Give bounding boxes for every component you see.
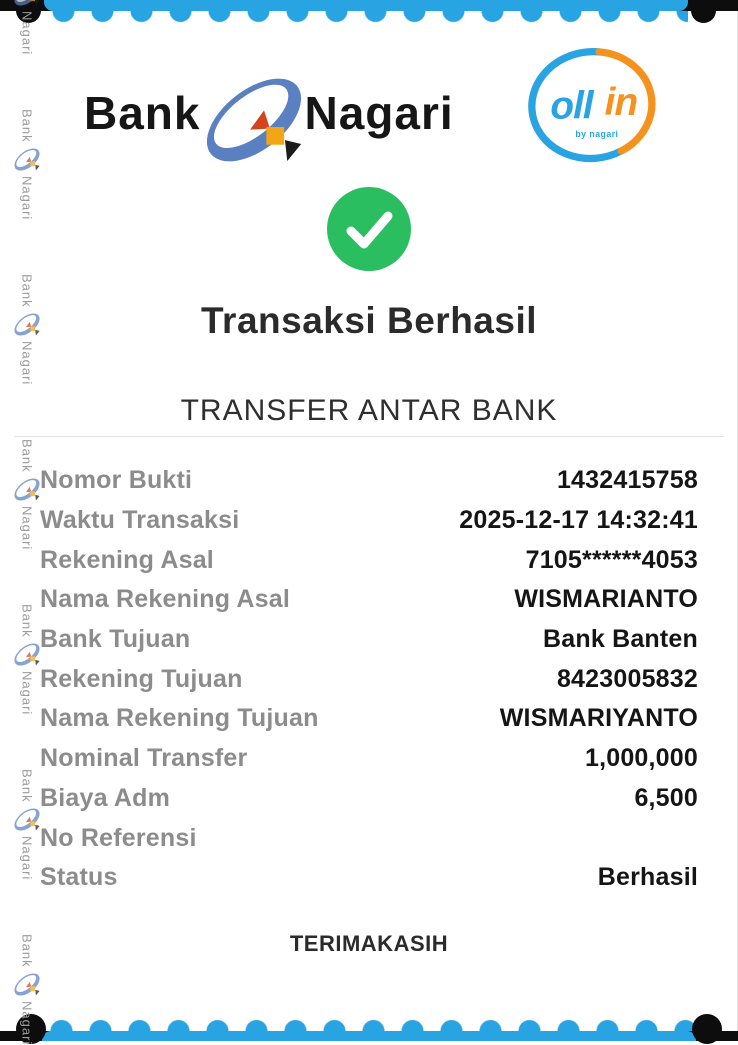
table-row: [40, 620, 698, 660]
bank-nagari-mini-logo-icon: [10, 804, 44, 835]
status-title: Transaksi Berhasil: [200, 300, 538, 341]
bottom-edge-corner-right: [692, 1014, 722, 1044]
table-row: [40, 779, 698, 819]
top-edge-band: [44, 0, 688, 11]
ollin-text-oll: oll: [550, 84, 593, 128]
receipt-details: [40, 461, 698, 898]
row-value: Berhasil: [597, 863, 698, 892]
row-value: 2025-12-17 14:32:41: [459, 506, 698, 535]
watermark-text-nagari: Nagari: [19, 340, 35, 385]
watermark-text-nagari: Nagari: [19, 505, 35, 550]
watermark-text-bank: Bank: [19, 769, 35, 803]
watermark-text-nagari: Nagari: [19, 835, 35, 880]
table-row: [40, 739, 698, 779]
top-edge-corner-right: [691, 0, 716, 23]
table-row: [40, 461, 698, 501]
bank-nagari-mini-logo-icon: [10, 969, 44, 1000]
ollin-logo-icon: [521, 45, 667, 171]
top-edge-scallops: [44, 11, 688, 24]
watermark-text-nagari: Nagari: [19, 10, 35, 55]
bank-nagari-logo: [84, 48, 454, 178]
watermark-text-nagari: Nagari: [19, 670, 35, 715]
row-value: WISMARIANTO: [514, 585, 698, 614]
divider: [14, 436, 724, 437]
row-label: Bank Tujuan: [40, 625, 191, 654]
watermark-text-bank: Bank: [19, 439, 35, 473]
table-row: [40, 659, 698, 699]
watermark-bank-nagari: [4, 109, 50, 220]
row-label: Status: [40, 863, 118, 892]
row-label: Nominal Transfer: [40, 744, 248, 773]
row-value: 7105******4053: [525, 545, 698, 574]
table-row: [40, 580, 698, 620]
row-label: Biaya Adm: [40, 783, 171, 812]
row-value: 6,500: [634, 783, 698, 812]
transaction-type-subtitle: TRANSFER ANTAR BANK: [180, 394, 558, 427]
bottom-edge-scallops: [42, 1018, 696, 1031]
ollin-logo: [521, 45, 667, 176]
ticket-top-edge: [0, 0, 738, 26]
bank-nagari-mini-logo-icon: [10, 639, 44, 670]
thank-you-text: TERIMAKASIH: [289, 931, 449, 956]
row-value: 8423005832: [556, 664, 698, 693]
bank-nagari-logo-text-bank: Bank: [84, 87, 201, 139]
bank-nagari-mini-logo-icon: [10, 144, 44, 175]
watermark-text-bank: Bank: [19, 109, 35, 143]
table-row: [40, 540, 698, 580]
success-check-icon: [327, 187, 411, 271]
row-label: No Referensi: [40, 823, 197, 852]
bottom-edge-band: [42, 1031, 696, 1041]
watermark-text-bank: Bank: [19, 604, 35, 638]
table-row: [40, 699, 698, 739]
table-row: [40, 858, 698, 898]
row-value: 1,000,000: [584, 744, 698, 773]
bank-nagari-mini-logo-icon: [10, 0, 44, 10]
watermark-text-nagari: Nagari: [19, 175, 35, 220]
bank-nagari-mini-logo-icon: [10, 474, 44, 505]
watermark-text-nagari: Nagari: [19, 1000, 35, 1045]
row-label: Nomor Bukti: [40, 466, 193, 495]
watermark-text-bank: Bank: [19, 274, 35, 308]
row-value: 1432415758: [556, 466, 698, 495]
row-label: Nama Rekening Tujuan: [40, 704, 319, 733]
row-value: Bank Banten: [542, 625, 698, 654]
watermark-bank-nagari: [4, 0, 50, 55]
row-label: Waktu Transaksi: [40, 506, 240, 535]
row-label: Nama Rekening Asal: [40, 585, 290, 614]
ollin-tagline: by nagari: [575, 129, 619, 140]
table-row: [40, 818, 698, 858]
row-value: WISMARIYANTO: [499, 704, 698, 733]
ollin-text-in: in: [604, 80, 638, 124]
bank-nagari-swoosh-icon: [196, 62, 312, 178]
row-label: Rekening Asal: [40, 545, 214, 574]
table-row: [40, 501, 698, 541]
ticket-bottom-edge: [0, 1015, 738, 1041]
watermark-text-bank: Bank: [19, 934, 35, 968]
row-label: Rekening Tujuan: [40, 664, 243, 693]
bank-nagari-logo-text-nagari: Nagari: [304, 87, 454, 139]
